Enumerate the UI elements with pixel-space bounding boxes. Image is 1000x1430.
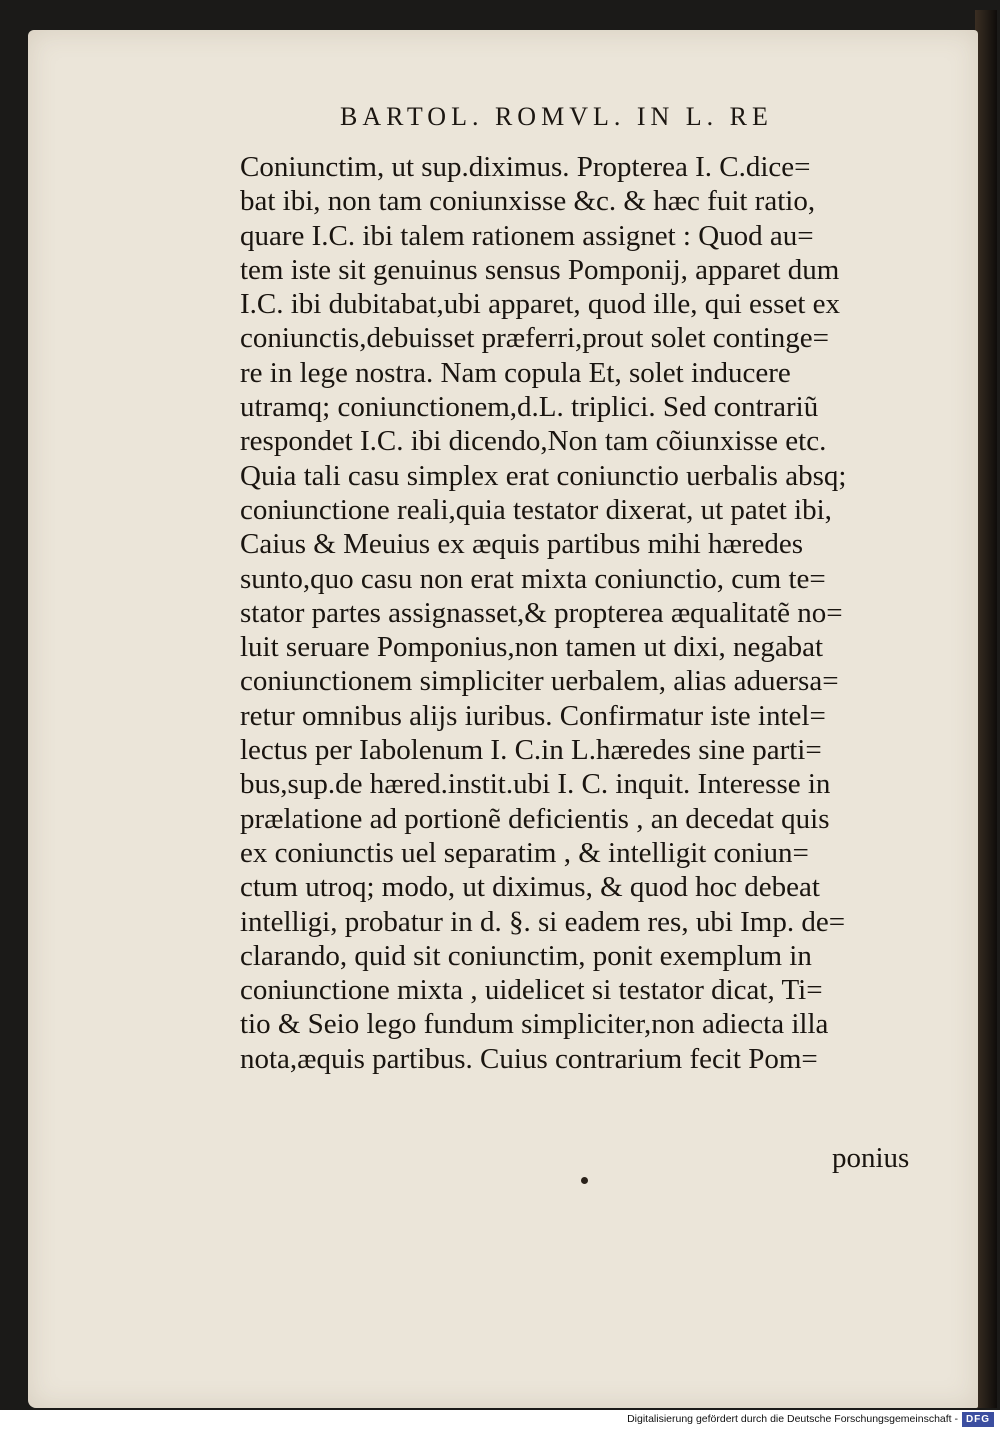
text-line: clarando, quid sit coniunctim, ponit exemplum in [240,939,812,972]
running-head: BARTOL. ROMVL. IN L. RE [340,102,773,131]
text-line: bus,sup.de hæred.instit.ubi I. C. inquit. Interesse in [240,768,831,801]
text-line: respondet I.C. ibi dicendo,Non tam cõiunxisse etc. [240,425,827,458]
text-line: stator partes assignasset,& propterea æqualitatẽ no= [240,596,843,629]
body-text [240,150,940,1076]
text-line: re in lege nostra. Nam copula Et, solet inducere [240,356,791,389]
text-line: bat ibi, non tam coniunxisse &c. & hæc fuit ratio, [240,185,816,218]
page-dot [581,1177,588,1184]
text-line: tem iste sit genuinus sensus Pomponij, apparet dum [240,253,840,286]
text-line: nota,æquis partibus. Cuius contrarium fecit Pom= [240,1042,818,1075]
text-line: Caius & Meuius ex æquis partibus mihi hæredes [240,528,804,561]
text-line: coniunctionem simpliciter uerbalem, alias aduersa= [240,665,839,698]
text-line: retur omnibus alijs iuribus. Confirmatur iste intel= [240,699,826,732]
text-line: quare I.C. ibi talem rationem assignet : Quod au= [240,219,814,252]
text-line: sunto,quo casu non erat mixta coniunctio, cum te= [240,562,826,595]
text-line: lectus per Iabolenum I. C.in L.hæredes sine parti= [240,734,822,767]
text-line: tio & Seio lego fundum simpliciter,non adiecta illa [240,1008,829,1041]
catchword: ponius [832,1142,910,1174]
text-line: ctum utroq; modo, ut diximus, & quod hoc debeat [240,871,820,904]
footer-credit: Digitalisierung gefördert durch die Deutsche Forschungsgemeinschaft - [627,1413,958,1425]
text-line: prælatione ad portionẽ deficientis , an decedat quis [240,802,830,835]
text-line: utramq; coniunctionem,d.L. triplici. Sed contrariũ [240,391,819,424]
text-line: Quia tali casu simplex erat coniunctio uerbalis absq; [240,459,847,492]
text-line: I.C. ibi dubitabat,ubi apparet, quod ille, qui esset ex [240,288,841,321]
text-line: coniunctis,debuisset præferri,prout solet continge= [240,322,829,355]
text-line: intelligi, probatur in d. §. si eadem res, ubi Imp. de= [240,905,846,938]
dfg-logo: DFG [962,1412,994,1427]
text-line: ex coniunctis uel separatim , & intelligit coniun= [240,836,809,869]
text-line: coniunctione mixta , uidelicet si testator dicat, Ti= [240,974,823,1007]
text-line: luit seruare Pomponius,non tamen ut dixi, negabat [240,631,824,664]
text-line: Coniunctim, ut sup.diximus. Propterea I. C.dice= [240,151,811,183]
book-fore-edge [975,10,997,1408]
text-line: coniunctione reali,quia testator dixerat, ut patet ibi, [240,493,832,526]
